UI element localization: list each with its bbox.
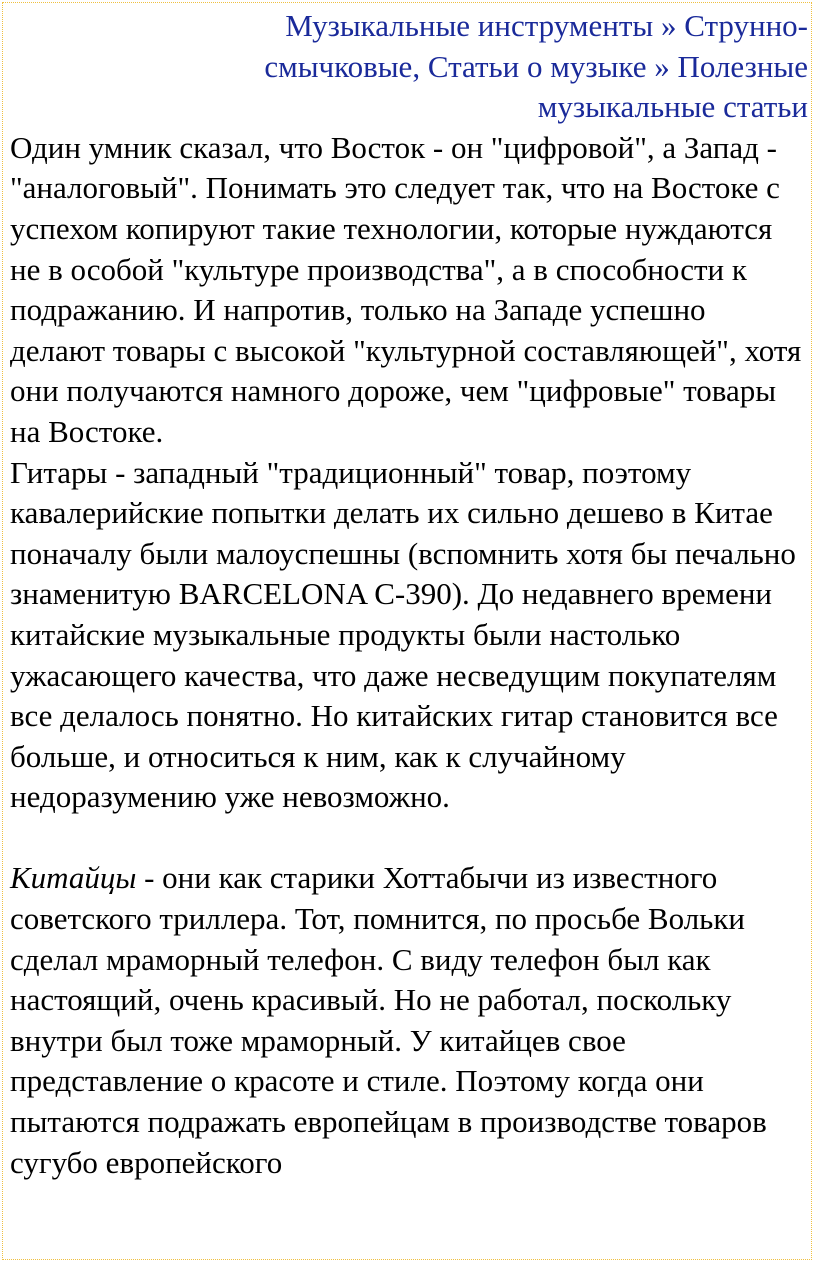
article-paragraph-3 <box>10 858 808 1183</box>
breadcrumb-link-strings-articles[interactable]: Струнно-смычковые, Статьи о музыке <box>264 8 808 84</box>
article-paragraph-3-text: - они как старики Хоттабычи из известного советского триллера. Тот, помнится, по просьбе Вольки сделал мраморный телефон. С виду телефон был как настоящий, очень красивый. Но не работал, поскольку внутри был тоже мраморный. У китайцев свое представление о красоте и стиле. Поэтому когда они пытаются подражать европейцам в производстве товаров сугубо европейского <box>10 860 767 1180</box>
breadcrumb-link-instruments[interactable]: Музыкальные инструменты <box>285 8 654 43</box>
article-paragraph-3-italic: Китайцы <box>10 860 137 896</box>
article-paragraph-2: Гитары - западный "традиционный" товар, поэтому кавалерийские попытки делать их сильно дешево в Китае поначалу были малоуспешны (вспомнить хотя бы печально знаменитую BARCELONA C-390). До недавнего времени китайские музыкальные продукты были настолько ужасающего качества, что даже несведущим покупателям все делалось понятно. Но китайских гитар становится все больше, и относиться к ним, как к случайному недоразумению уже невозможно. <box>10 454 796 815</box>
article-paragraph-1: Один умник сказал, что Восток - он "цифровой", а Запад - "аналоговый". Понимать это следует так, что на Востоке с успехом копируют такие технологии, которые нуждаются не в особой "культуре производства", а в способности к подражанию. И напротив, только на Западе успешно делают товары с высокой "культурной составляющей", хотя они получаются намного дороже, чем "цифровые" товары на Востоке. <box>10 129 802 449</box>
breadcrumb-separator: » <box>654 48 678 84</box>
breadcrumb-separator: » <box>660 8 685 43</box>
breadcrumb-link-useful-articles[interactable]: Полезные музыкальные статьи <box>537 48 808 125</box>
article-content <box>10 6 808 1183</box>
breadcrumb <box>10 6 808 128</box>
paragraph-spacer <box>10 818 808 859</box>
